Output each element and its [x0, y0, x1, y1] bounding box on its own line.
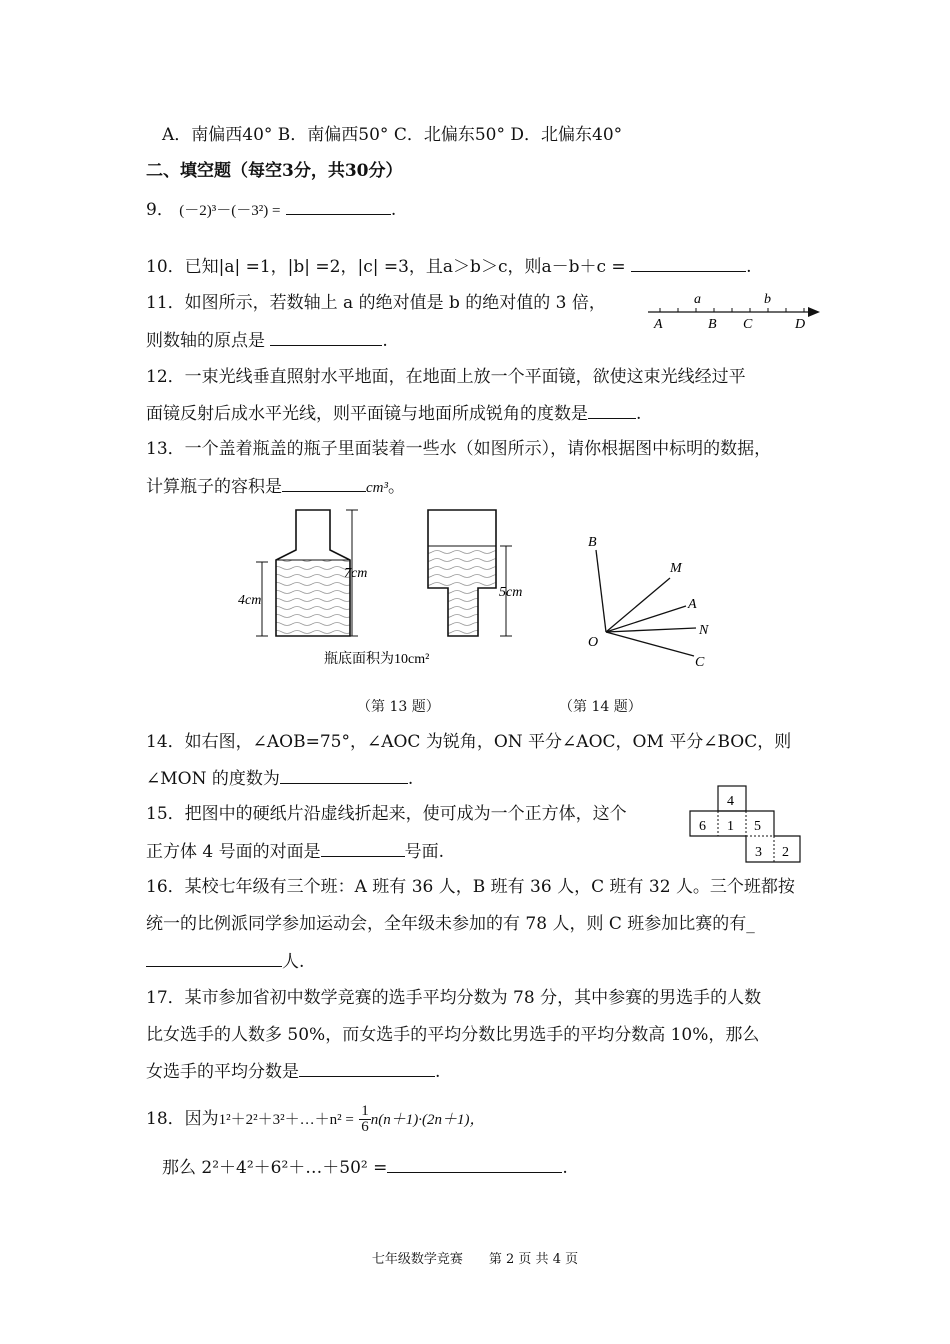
- angle-label-A: A: [688, 597, 697, 612]
- q16-line1: 16．某校七年级有三个班：A 班有 36 人，B 班有 36 人，C 班有 32 人。三个班都按: [146, 877, 795, 897]
- q9-end: .: [390, 200, 397, 220]
- q13-line2: [146, 475, 405, 499]
- q12-line2: [146, 402, 641, 425]
- q13-end: 。: [388, 477, 405, 497]
- q10-text: 10．已知|a| =1，|b| =2，|c| =3，且a＞b＞c，则a－b＋c =: [146, 257, 626, 277]
- q15-blank: [321, 840, 405, 857]
- q17-line1: 17．某市参加省初中数学竞赛的选手平均分数为 78 分，其中参赛的男选手的人数: [146, 988, 762, 1008]
- q11-lead: 则数轴的原点是: [146, 331, 265, 351]
- face-2: 2: [782, 845, 789, 860]
- number-line-figure: [640, 286, 825, 336]
- q17-end: .: [435, 1062, 441, 1082]
- q8-options: A．南偏西40° B．南偏西50° C．北偏东50° D．北偏东40°: [162, 125, 623, 145]
- q11-line2: [146, 329, 388, 352]
- caption-13: （第 13 题）: [357, 699, 440, 715]
- q9-expr: (－2)³－(－3²) =: [179, 203, 281, 219]
- q16-line2: 统一的比例派同学参加运动会，全年级未参加的有 78 人，则 C 班参加比赛的有_: [146, 914, 755, 934]
- q16-end: 人.: [282, 952, 305, 972]
- q16-line3: [146, 950, 304, 973]
- bottle-base-note: 瓶底面积为10cm²: [324, 652, 430, 667]
- q10: [146, 255, 751, 278]
- label-B: B: [708, 317, 717, 332]
- q12-lead: 面镜反射后成水平光线，则平面镜与地面所成锐角的度数是: [146, 404, 588, 424]
- q16-blank: [146, 950, 282, 967]
- section2-title: 二、填空题（每空3分，共30分）: [146, 161, 403, 181]
- q17-blank: [299, 1060, 435, 1077]
- q14-line1: 14．如右图，∠AOB=75°，∠AOC 为锐角，ON 平分∠AOC，OM 平分∠BOC，则: [146, 732, 792, 752]
- q15-line2: [146, 840, 444, 863]
- q18-fraction: [359, 1104, 371, 1135]
- q12-blank: [588, 402, 636, 419]
- page-footer: 七年级数学竞赛 第 2 页 共 4 页: [371, 1252, 579, 1267]
- angle-label-O: O: [588, 635, 599, 650]
- q10-end: .: [746, 257, 752, 277]
- q18-rhs: n(n＋1)·(2n＋1)，: [370, 1112, 485, 1128]
- angle-label-N: N: [699, 623, 709, 638]
- angle-label-C: C: [695, 655, 705, 670]
- q10-blank: [631, 255, 746, 272]
- face-1: 1: [727, 819, 734, 834]
- q13-line1: 13．一个盖着瓶盖的瓶子里面装着一些水（如图所示），请你根据图中标明的数据，: [146, 439, 772, 459]
- q18-frac-den: 6: [361, 1119, 369, 1135]
- q11-line1: 11．如图所示，若数轴上 a 的绝对值是 b 的绝对值的 3 倍，: [146, 293, 606, 313]
- label-C: C: [743, 317, 753, 332]
- caption-14: （第 14 题）: [559, 699, 642, 715]
- q17-line2: 比女选手的人数多 50%，而女选手的平均分数比男选手的平均分数高 10%，那么: [146, 1025, 760, 1045]
- q14-blank: [280, 767, 408, 784]
- q9: [146, 198, 396, 222]
- label-D: D: [795, 317, 806, 332]
- q14-lead: ∠MON 的度数为: [146, 769, 280, 789]
- face-4: 4: [727, 794, 734, 809]
- q11-blank: [270, 329, 382, 346]
- q9-num: 9．: [146, 200, 174, 220]
- q18-blank: [387, 1156, 562, 1173]
- dim-4cm-label: 4cm: [238, 593, 262, 608]
- q12-line1: 12．一束光线垂直照射水平地面，在地面上放一个平面镜，欲使这束光线经过平: [146, 367, 746, 387]
- q12-end: .: [636, 404, 642, 424]
- cube-net: [688, 784, 804, 866]
- q18-line2-text: 那么 2²＋4²＋6²＋…＋50² =: [162, 1158, 388, 1178]
- q18-frac-num: 1: [361, 1103, 369, 1119]
- q18-end: .: [562, 1158, 568, 1178]
- face-5: 5: [754, 819, 761, 834]
- q13-unit: cm³: [366, 480, 388, 496]
- q17-lead: 女选手的平均分数是: [146, 1062, 299, 1082]
- q17-line3: [146, 1060, 440, 1083]
- dim-5cm-label: 5cm: [499, 585, 523, 600]
- q18-line1: [146, 1104, 484, 1144]
- q13-blank: [282, 475, 366, 492]
- left-bottle-water: [276, 560, 350, 636]
- number-line-arrow: [808, 307, 820, 317]
- label-b: b: [764, 292, 771, 307]
- angle-figure: [578, 528, 718, 670]
- bottle-figure: [232, 500, 542, 672]
- q15-lead: 正方体 4 号面的对面是: [146, 842, 321, 862]
- dim-7cm-label: 7cm: [344, 566, 368, 581]
- face-6: 6: [699, 819, 706, 834]
- q18-line2: [162, 1156, 568, 1179]
- q11-end: .: [382, 331, 388, 351]
- q18-lhs: 1²＋2²＋3²＋…＋n² =: [218, 1112, 354, 1128]
- face-3: 3: [755, 845, 762, 860]
- q15-end: 号面.: [404, 842, 445, 862]
- q14-end: .: [407, 769, 414, 789]
- q14-line2: [146, 767, 413, 790]
- right-bottle-water: [428, 546, 496, 588]
- q13-lead: 计算瓶子的容积是: [146, 477, 282, 497]
- q18-lead: 18．因为: [146, 1109, 219, 1129]
- angle-label-M: M: [670, 561, 682, 576]
- label-A: A: [654, 317, 663, 332]
- q15-line1: 15．把图中的硬纸片沿虚线折起来，使可成为一个正方体，这个: [146, 804, 627, 824]
- q9-blank: [286, 198, 391, 215]
- angle-label-B: B: [588, 535, 597, 550]
- label-a: a: [694, 292, 701, 307]
